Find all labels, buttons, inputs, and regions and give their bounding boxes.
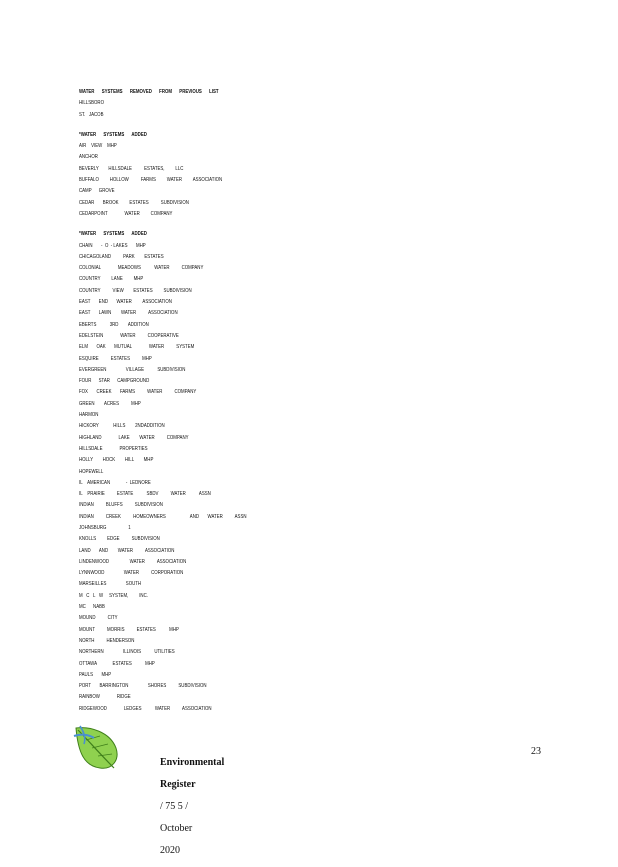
list-item: EBERTS 3RD ADDITION bbox=[79, 321, 149, 328]
list-item: HOLLY HOCK HILL MHP bbox=[79, 457, 154, 464]
page-number: 23 bbox=[531, 746, 541, 757]
list-item: LAND AND WATER ASSOCIATION bbox=[79, 547, 175, 554]
list-item: HIGHLAND LAKE WATER COMPANY bbox=[79, 434, 189, 441]
list-item: ANCHOR bbox=[79, 154, 98, 161]
list-item: MARSEILLES SOUTH bbox=[79, 581, 142, 588]
list-item: CEDARPOINT WATER COMPANY bbox=[79, 210, 173, 217]
section-heading: *WATER SYSTEMS ADDED bbox=[79, 231, 147, 238]
list-item: NORTHERN ILLINOIS UTILITIES bbox=[79, 649, 175, 656]
list-item: EAST END WATER ASSOCIATION bbox=[79, 299, 172, 306]
page-footer bbox=[0, 740, 618, 856]
list-item: FOUR STAR CAMPGROUND bbox=[79, 378, 150, 385]
list-item: OTTAWA ESTATES MHP bbox=[79, 660, 155, 667]
list-item: PAULS MHP bbox=[79, 671, 112, 678]
list-item: ELM OAK MUTUAL WATER SYSTEM bbox=[79, 344, 195, 351]
list-item: CHICAGOLAND PARK ESTATES bbox=[79, 253, 164, 260]
list-section bbox=[79, 130, 579, 220]
list-item: RIDGEWOOD LEDGES WATER ASSOCIATION bbox=[79, 705, 212, 712]
list-item: IL AMERICAN - LEDNORE bbox=[79, 479, 151, 486]
footer-month: October bbox=[160, 823, 193, 834]
list-item: RAINBOW RIDGE bbox=[79, 694, 131, 701]
list-item: PORT BARRINGTON SHORES SUBDIVISION bbox=[79, 683, 207, 690]
list-item: MOUND CITY bbox=[79, 615, 118, 622]
footer-citation bbox=[145, 746, 224, 867]
footer-issue: / 75 5 / bbox=[160, 801, 189, 812]
list-item: HICKORY HILLS 2NDADDITION bbox=[79, 423, 165, 430]
list-item: CAMP GROVE bbox=[79, 188, 115, 195]
list-item: GREEN ACRES MHP bbox=[79, 400, 141, 407]
list-item: JOHNSBURG 1 bbox=[79, 524, 131, 531]
list-section bbox=[79, 229, 579, 715]
list-item: COUNTRY VIEW ESTATES SUBDIVISION bbox=[79, 287, 192, 294]
section-heading: *WATER SYSTEMS ADDED bbox=[79, 131, 147, 138]
list-item: M C L W SYSTEM, INC. bbox=[79, 592, 148, 599]
list-item: NORTH HENDERSON bbox=[79, 637, 135, 644]
list-item: HILLSDALE PROPERTIES bbox=[79, 445, 148, 452]
list-item: HARMON bbox=[79, 412, 99, 419]
list-item: EVERGREEN VILLAGE SUBDIVISION bbox=[79, 366, 186, 373]
list-item: MOUNT MORRIS ESTATES MHP bbox=[79, 626, 179, 633]
list-item: MC NABB bbox=[79, 604, 105, 611]
list-item: LYNNWOOD WATER CORPORATION bbox=[79, 570, 184, 577]
list-item: HOPEWELL bbox=[79, 468, 104, 475]
list-item: EDELSTEIN WATER COOPERATIVE bbox=[79, 332, 179, 339]
list-item: ST. JACOB bbox=[79, 111, 104, 118]
list-item: HILLSBORO bbox=[79, 100, 104, 107]
list-item: EAST LAWN WATER ASSOCIATION bbox=[79, 310, 178, 317]
list-item: COLONIAL MEADOWS WATER COMPANY bbox=[79, 265, 204, 272]
list-item: KNOLLS EDGE SUBDIVISION bbox=[79, 536, 160, 543]
list-item: INDIAN CREEK HOMEOWNERS AND WATER ASSN bbox=[79, 513, 247, 520]
list-item: FOX CREEK FARMS WATER COMPANY bbox=[79, 389, 197, 396]
section-heading: WATER SYSTEMS REMOVED FROM PREVIOUS LIST bbox=[79, 89, 219, 95]
list-item: IL PRAIRIE ESTATE SBDV WATER ASSN bbox=[79, 491, 211, 498]
footer-register: Register bbox=[160, 779, 196, 790]
list-item: COUNTRY LANE MHP bbox=[79, 276, 144, 283]
list-item: AIR VIEW MHP bbox=[79, 143, 117, 150]
list-item: BEVERLY HILLSDALE ESTATES, LLC bbox=[79, 165, 184, 172]
list-section bbox=[79, 87, 579, 121]
footer-title: Environmental bbox=[160, 757, 225, 768]
document-body bbox=[79, 87, 579, 724]
footer-year: 2020 bbox=[160, 845, 180, 856]
list-item: BUFFALO HOLLOW FARMS WATER ASSOCIATION bbox=[79, 177, 223, 184]
list-item: CEDAR BROOK ESTATES SUBDIVISION bbox=[79, 199, 189, 206]
list-item: LINDENWOOD WATER ASSOCIATION bbox=[79, 558, 187, 565]
list-item: INDIAN BLUFFS SUBDIVISION bbox=[79, 502, 163, 509]
list-item: CHAIN - O - LAKES MHP bbox=[79, 242, 146, 249]
list-item: ESQUIRE ESTATES MHP bbox=[79, 355, 152, 362]
